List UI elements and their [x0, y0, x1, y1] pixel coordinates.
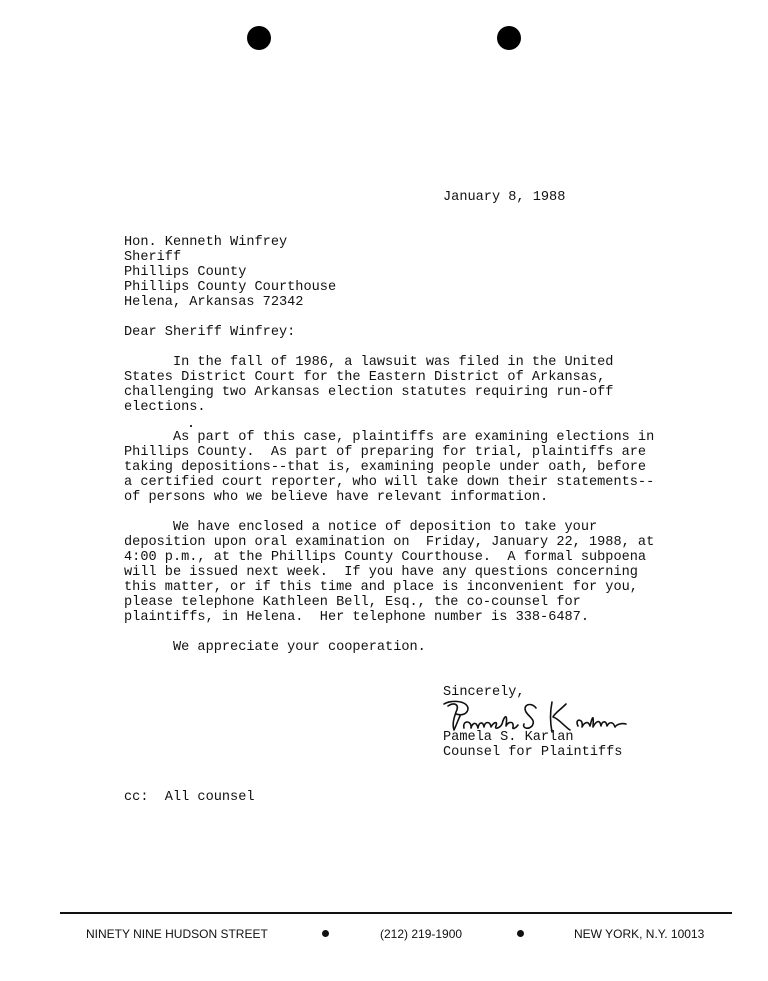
stray-mark — [190, 425, 192, 427]
footer-phone: (212) 219-1900 — [380, 927, 463, 941]
signer-title: Counsel for Plaintiffs — [443, 745, 623, 760]
punch-hole-right — [497, 26, 521, 50]
bullet-dot-icon — [322, 930, 329, 937]
body-paragraph-lawsuit: In the fall of 1986, a lawsuit was filed in the United States District Court for the Eastern District of Arkansas, challenging two Arkansas election statutes requiring run-off elections. — [124, 355, 614, 415]
recipient-line-name: Hon. Kenneth Winfrey — [124, 235, 288, 250]
footer-city: NEW YORK, N.Y. 10013 — [574, 927, 705, 941]
recipient-line-courthouse: Phillips County Courthouse — [124, 280, 337, 295]
footer-street-address: NINETY NINE HUDSON STREET — [86, 927, 268, 941]
footer-rule — [60, 912, 732, 914]
cc-line: cc: All counsel — [124, 790, 255, 805]
body-paragraph-appreciation: We appreciate your cooperation. — [124, 640, 426, 655]
bullet-dot-icon — [517, 930, 524, 937]
salutation: Dear Sheriff Winfrey: — [124, 325, 296, 340]
closing: Sincerely, — [443, 685, 525, 700]
signer-name: Pamela S. Karlan — [443, 730, 574, 745]
recipient-line-title: Sheriff — [124, 250, 182, 265]
body-paragraph-depositions: As part of this case, plaintiffs are examining elections in Phillips County. As part of preparing for trial, plaintiffs are taking depositions--that is, examining people under oath, before a certified court reporter, who will take down their statements-- of persons who we believe have relevant information. — [124, 430, 655, 505]
punch-hole-left — [247, 26, 271, 50]
letter-date: January 8, 1988 — [443, 190, 566, 205]
body-paragraph-notice: We have enclosed a notice of deposition to take your deposition upon oral examination on Friday, January 22, 1988, at 4:00 p.m., at the Phillips County Courthouse. A formal subpoena will be issued next week. If you have any questions concerning this matter, or if this time and place is inconvenient for you, please telephone Kathleen Bell, Esq., the co-counsel for plaintiffs, in Helena. Her telephone number is 338-6487. — [124, 520, 655, 625]
recipient-line-city: Helena, Arkansas 72342 — [124, 295, 304, 310]
recipient-line-county: Phillips County — [124, 265, 247, 280]
recipient-address — [124, 235, 336, 310]
